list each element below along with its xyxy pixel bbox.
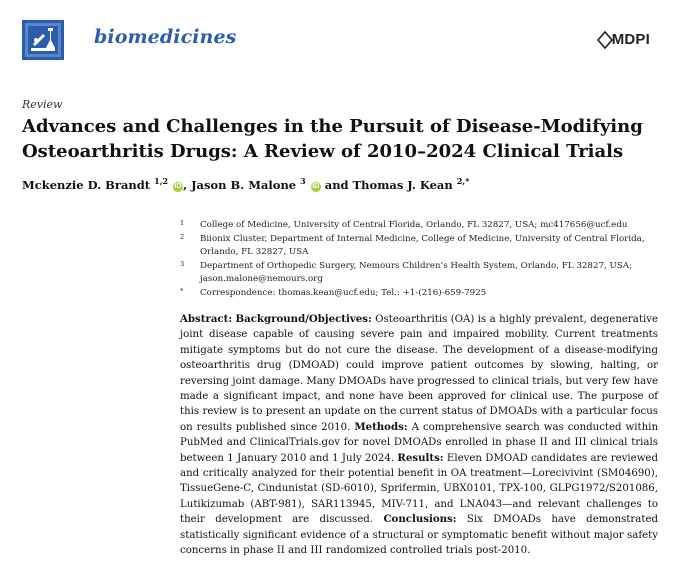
affiliation-item [180, 287, 650, 299]
author-affil-sup: 3 [300, 176, 306, 186]
author-name[interactable]: Thomas J. Kean [352, 177, 453, 192]
affiliation-list [180, 219, 650, 301]
abstract-label: Abstract: [180, 313, 233, 325]
author-name[interactable]: Jason B. Malone [191, 177, 297, 192]
article-title: Advances and Challenges in the Pursuit of Disease-Modifying Osteoarthritis Drugs: A Review of 2010–2024 Clinical Trials [22, 116, 643, 162]
abstract-methods-label: Methods: [354, 420, 408, 433]
abstract-background-text: Osteoarthritis (OA) is a highly prevalent, degenerative joint disease capable of causing severe pain and impaired mobility. Current treatments mitigate symptoms but do not cure the disease. The development of a disease-modifying osteoarthritis drug (DMOAD) could improve patient outcomes by slowing, halting, or reversing joint damage. Many DMOADs have progressed to clinical trials, but very few have made a significant impact, and none have been approved for clinical use. The purpose of this review is to present an update on the current status of DMOADs with a particular focus on results published since 2010. [180, 314, 658, 433]
author-list [22, 176, 469, 192]
author-affil-sup: 2,* [456, 176, 470, 186]
affiliation-item [180, 219, 650, 231]
publisher-name[interactable]: MDPI [611, 31, 650, 48]
abstract-methods-text: A comprehensive search was conducted within PubMed and ClinicalTrials.gov for novel DMOADs enrolled in phase II and III clinical trials between 1 January 2010 and 1 July 2024. [180, 421, 659, 464]
affiliation-item [180, 260, 650, 285]
abstract-conclusions-label: Conclusions: [383, 513, 457, 526]
abstract-background-label: Background/Objectives: [235, 313, 372, 325]
affiliation-text: College of Medicine, University of Central Florida, Orlando, FL 32827, USA; mc417656@ucf.edu [200, 220, 628, 230]
author-separator: , [183, 177, 192, 192]
orcid-icon[interactable]: iD [312, 182, 320, 190]
affiliation-number: 2 [180, 233, 185, 242]
abstract [180, 312, 658, 559]
journal-name[interactable]: biomedicines [94, 26, 237, 48]
author-name[interactable]: Mckenzie D. Brandt [22, 177, 151, 192]
article-type: Review [22, 98, 63, 111]
journal-logo-icon [22, 20, 64, 60]
affiliation-number: 3 [180, 260, 185, 269]
affiliation-text: Department of Orthopedic Surgery, Nemours Children’s Health System, Orlando, FL 32827, USA; jason.malone@nemours.org [200, 261, 632, 284]
author-affil-sup: 1,2 [154, 176, 169, 186]
affiliation-text: Biionix Cluster, Department of Internal Medicine, College of Medicine, University of Central Florida, Orlando, FL 32827, USA [200, 234, 645, 257]
abstract-results-label: Results: [397, 451, 444, 464]
affiliation-number: 1 [180, 219, 185, 227]
author-separator: and [320, 177, 353, 192]
journal-header [22, 18, 662, 62]
affiliation-text: Correspondence: thomas.kean@ucf.edu; Tel.: +1-(216)-659-7925 [200, 288, 487, 299]
abstract-results-text: Eleven DMOAD candidates are reviewed and critically analyzed for their potential benefit in OA treatment—Lorecivivint (SM04690), TissueGene-C, Cindunistat (SD-6010), Sprifermin, UBX0101, TPX-100, GLPG1972/S201086, Lutikizumab (ABT-981), SAR113945, MIV-711, and LNA043—and relevant challenges to their development are discussed. [180, 452, 658, 526]
affiliation-number: * [180, 287, 184, 296]
orcid-icon[interactable]: iD [174, 182, 182, 190]
affiliation-item [180, 233, 650, 258]
abstract-conclusions-text: Six DMOADs have demonstrated statistically significant evidence of a structural or symptomatic benefit without major safety concerns in phase II and III randomized controlled trials post-2010. [180, 514, 658, 557]
